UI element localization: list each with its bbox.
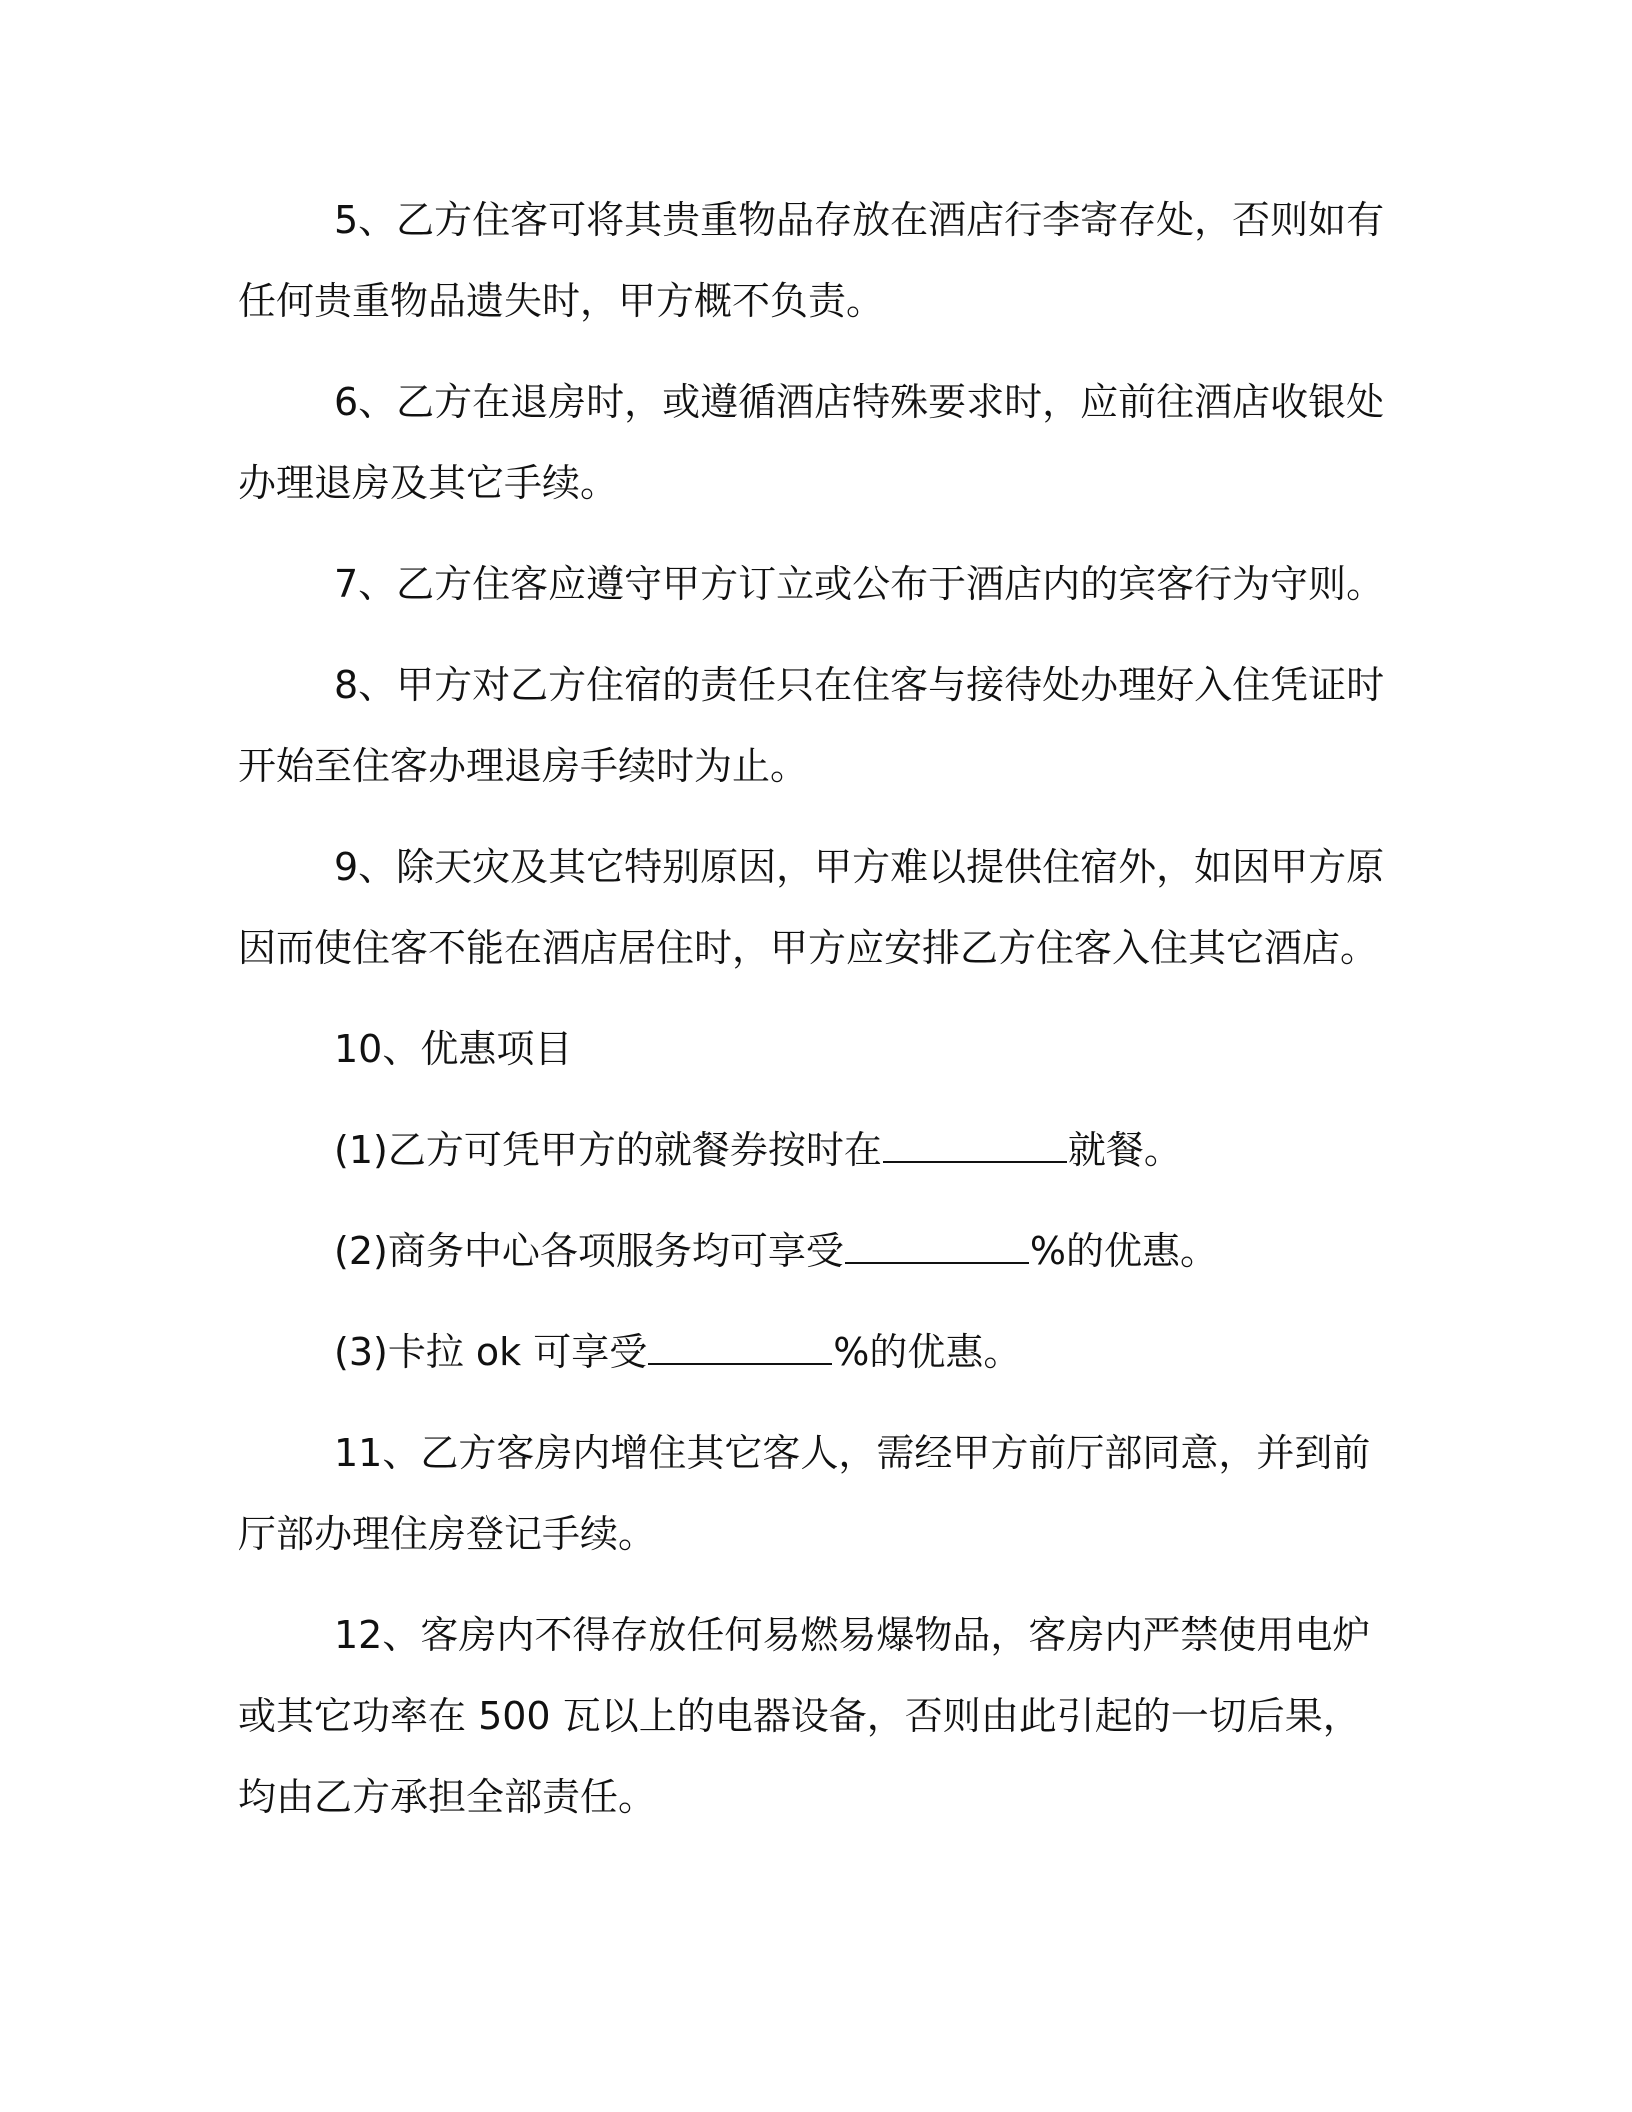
- clause-10-heading: 10、优惠项目: [334, 1027, 573, 1071]
- offer-1-blank: [883, 1131, 1067, 1163]
- clause-7: 7、乙方住客应遵守甲方订立或公布于酒店内的宾客行为守则。: [334, 562, 1385, 606]
- clause-5: 5、乙方住客可将其贵重物品存放在酒店行李寄存处，否则如有任何贵重物品遗失时，甲方概不负责。: [238, 198, 1385, 323]
- offer-3-text: (3)卡拉 ok 可享受: [334, 1330, 648, 1374]
- offer-2: [238, 1211, 1398, 1292]
- offer-3-suffix: %的优惠。: [833, 1330, 1022, 1374]
- clause-12: 12、客房内不得存放任何易燃易爆物品，客房内严禁使用电炉或其它功率在 500 瓦以上的电器设备，否则由此引起的一切后果，均由乙方承担全部责任。: [238, 1613, 1371, 1819]
- clause-11: 11、乙方客房内增住其它客人，需经甲方前厅部同意，并到前厅部办理住房登记手续。: [238, 1431, 1371, 1556]
- offer-2-text: (2)商务中心各项服务均可享受: [334, 1229, 844, 1273]
- offer-1-text: (1)乙方可凭甲方的就餐券按时在: [334, 1128, 882, 1172]
- offer-2-blank: [845, 1232, 1029, 1264]
- offer-3-blank: [648, 1333, 832, 1365]
- clause-9: 9、除天灾及其它特别原因，甲方难以提供住宿外，如因甲方原因而使住客不能在酒店居住时，甲方应安排乙方住客入住其它酒店。: [238, 845, 1385, 970]
- document-body: [238, 180, 1398, 1858]
- clause-6: 6、乙方在退房时，或遵循酒店特殊要求时，应前往酒店收银处办理退房及其它手续。: [238, 380, 1385, 505]
- offer-1-suffix: 就餐。: [1067, 1128, 1182, 1172]
- offer-3: [238, 1312, 1398, 1393]
- offer-1: [238, 1110, 1398, 1191]
- offer-2-suffix: %的优惠。: [1029, 1229, 1218, 1273]
- clause-8: 8、甲方对乙方住宿的责任只在住客与接待处办理好入住凭证时开始至住客办理退房手续时为止。: [238, 663, 1385, 788]
